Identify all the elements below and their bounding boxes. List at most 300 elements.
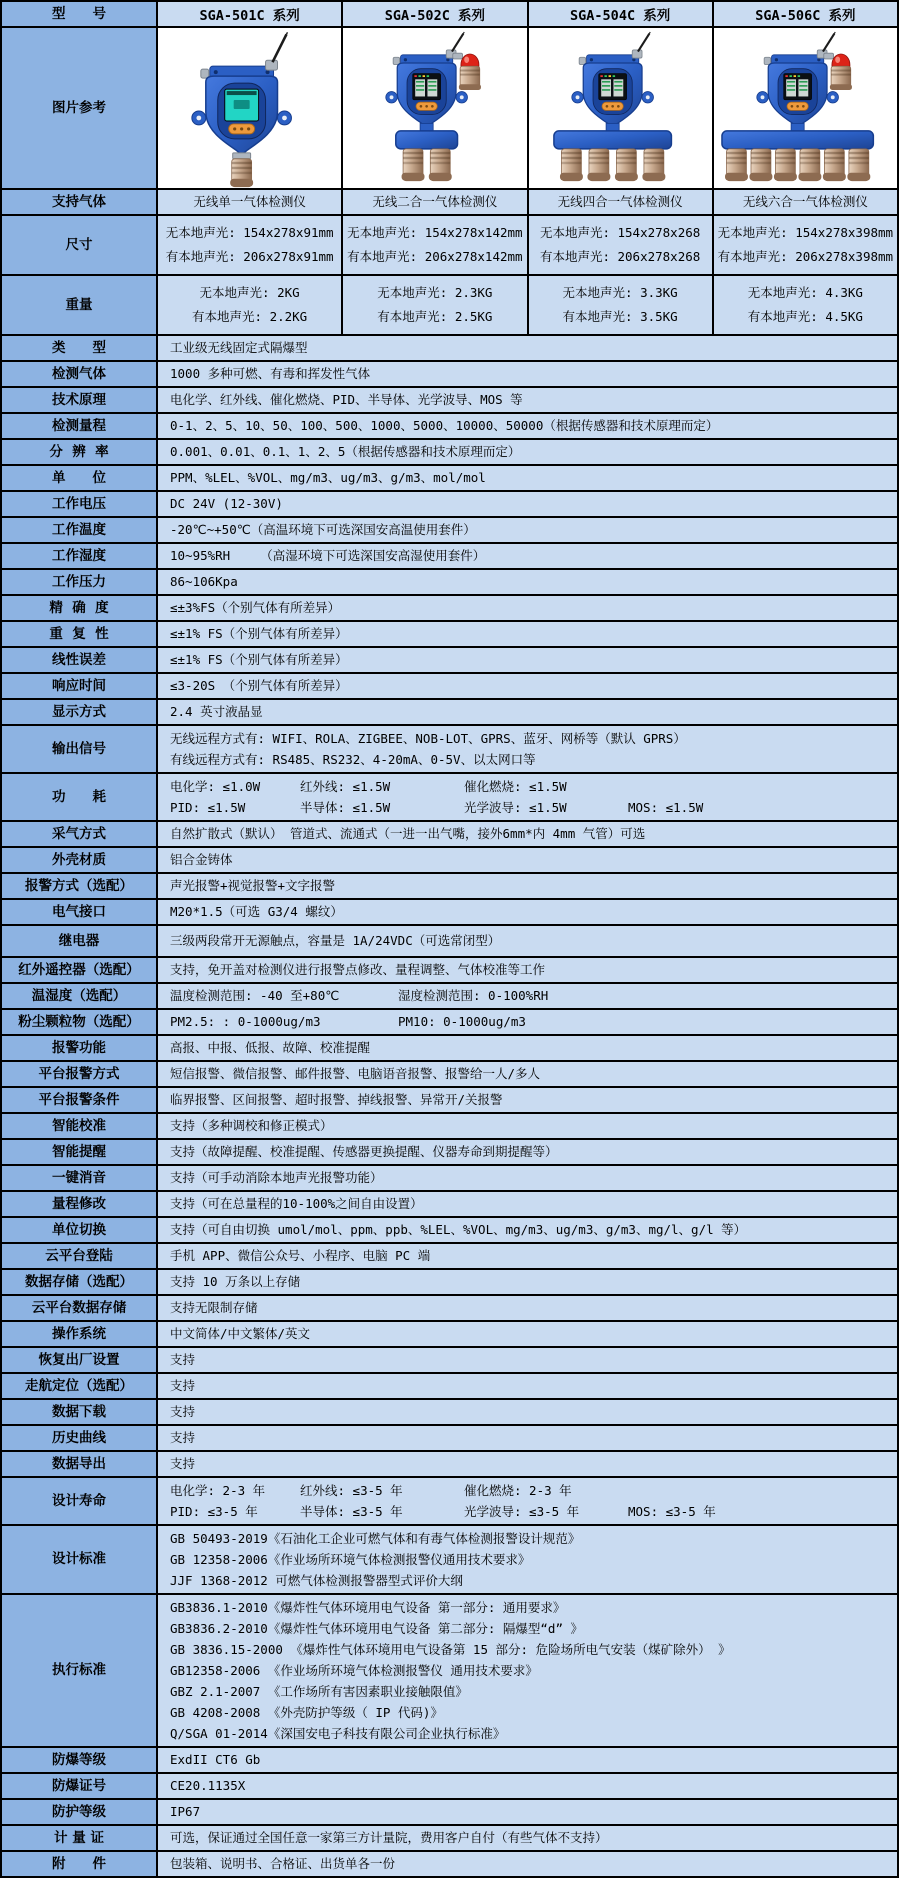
compare-value bbox=[158, 190, 341, 214]
value-seg: 无本地声光: 2.3KG bbox=[377, 284, 493, 300]
value-seg: PM10: 0-1000ug/m3 bbox=[398, 1014, 526, 1029]
row-label: 附 件 bbox=[2, 1852, 156, 1876]
spec-row-42 bbox=[2, 1478, 897, 1524]
value-line bbox=[170, 824, 891, 844]
compare-row-0 bbox=[2, 190, 897, 214]
row-label: 工作温度 bbox=[2, 518, 156, 542]
value-line bbox=[170, 416, 891, 436]
value-line bbox=[170, 494, 891, 514]
row-label: 数据存储（选配） bbox=[2, 1270, 156, 1294]
row-label: 类 型 bbox=[2, 336, 156, 360]
row-value bbox=[158, 1062, 897, 1086]
value-seg: 2.4 英寸液晶显 bbox=[170, 704, 263, 719]
spec-row-44 bbox=[2, 1595, 897, 1746]
spec-row-21 bbox=[2, 926, 897, 956]
value-line bbox=[170, 1194, 891, 1214]
value-seg: GB 50493-2019《石油化工企业可燃气体和有毒气体检测报警设计规范》 bbox=[170, 1531, 581, 1546]
value-seg: 有本地声光: 206x278x398mm bbox=[717, 249, 894, 265]
value-line bbox=[170, 797, 891, 818]
row-label: 平台报警条件 bbox=[2, 1088, 156, 1112]
value-line bbox=[170, 520, 891, 540]
row-label: 数据下载 bbox=[2, 1400, 156, 1424]
value-seg: DC 24V (12-30V) bbox=[170, 496, 283, 511]
value-line bbox=[166, 247, 334, 267]
row-label: 操作系统 bbox=[2, 1322, 156, 1346]
row-label: 历史曲线 bbox=[2, 1426, 156, 1450]
spec-row-32 bbox=[2, 1218, 897, 1242]
row-value bbox=[158, 674, 897, 698]
value-seg: 无本地声光: 154x278x142mm bbox=[347, 224, 523, 240]
value-seg: 电化学: 2-3 年 bbox=[170, 1483, 266, 1498]
value-seg: 工业级无线固定式隔爆型 bbox=[170, 340, 308, 355]
value-seg: 支持，免开盖对检测仪进行报警点修改、量程调整、气体校准等工作 bbox=[170, 962, 546, 977]
row-value bbox=[158, 958, 897, 982]
value-seg: 0.001、0.01、0.1、1、2、5（根据传感器和技术原理而定） bbox=[170, 444, 521, 459]
row-value bbox=[158, 1452, 897, 1476]
value-line bbox=[193, 192, 306, 212]
spec-row-31 bbox=[2, 1192, 897, 1216]
row-value bbox=[158, 1218, 897, 1242]
value-seg: 无线二合一气体检测仪 bbox=[372, 194, 498, 209]
value-line bbox=[558, 192, 683, 212]
spec-row-43 bbox=[2, 1526, 897, 1593]
value-line bbox=[170, 546, 891, 566]
spec-row-36 bbox=[2, 1322, 897, 1346]
value-seg: 支持 bbox=[170, 1404, 196, 1419]
value-seg: 半导体: ≤1.5W bbox=[300, 800, 391, 815]
value-seg: 自然扩散式（默认） 管道式、流通式（一进一出气嘴，接外6mm*内 4mm 气管）可选 bbox=[170, 826, 646, 841]
value-seg: PID: ≤1.5W bbox=[170, 800, 246, 815]
value-line bbox=[540, 247, 700, 267]
compare-value bbox=[714, 276, 897, 334]
spec-row-26 bbox=[2, 1062, 897, 1086]
row-label: 报警方式（选配） bbox=[2, 874, 156, 898]
row-value bbox=[158, 596, 897, 620]
row-label: 设计标准 bbox=[2, 1526, 156, 1593]
row-label: 工作压力 bbox=[2, 570, 156, 594]
spec-row-45 bbox=[2, 1748, 897, 1772]
row-value bbox=[158, 1852, 897, 1876]
row-value bbox=[158, 1595, 897, 1746]
value-line bbox=[170, 364, 891, 384]
value-line bbox=[170, 1597, 891, 1618]
row-label: 工作电压 bbox=[2, 492, 156, 516]
value-line bbox=[170, 1549, 891, 1570]
value-line bbox=[192, 307, 307, 327]
value-seg: 无本地声光: 3.3KG bbox=[562, 284, 678, 300]
row-label: 恢复出厂设置 bbox=[2, 1348, 156, 1372]
spec-row-24 bbox=[2, 1010, 897, 1034]
row-value bbox=[158, 1826, 897, 1850]
value-seg: 0-1、2、5、10、50、100、500、1000、5000、10000、50000（根据传感器和技术原理而定） bbox=[170, 418, 719, 433]
value-line bbox=[748, 307, 863, 327]
row-value bbox=[158, 648, 897, 672]
value-line bbox=[170, 650, 891, 670]
value-seg: GB3836.2-2010《爆炸性气体环境用电气设备 第二部分: 隔爆型“d” 》 bbox=[170, 1621, 584, 1636]
row-value bbox=[158, 984, 897, 1008]
value-line bbox=[563, 283, 678, 303]
value-seg: 可选，保证通过全国任意一家第三方计量院，费用客户自付（有些气体不支持） bbox=[170, 1830, 608, 1845]
image-row bbox=[2, 28, 897, 188]
product-image-sga-506c bbox=[714, 28, 897, 188]
spec-row-49 bbox=[2, 1852, 897, 1876]
row-label: 电气接口 bbox=[2, 900, 156, 924]
row-label: 采气方式 bbox=[2, 822, 156, 846]
compare-value bbox=[529, 190, 712, 214]
value-seg: 温度检测范围: -40 至+80℃ bbox=[170, 988, 340, 1003]
value-seg: 湿度检测范围: 0-100%RH bbox=[398, 988, 549, 1003]
value-line bbox=[170, 749, 891, 770]
row-label: 防护等级 bbox=[2, 1800, 156, 1824]
row-value bbox=[158, 1010, 897, 1034]
value-seg: GB12358-2006 《作业场所环境气体检测报警仪 通用技术要求》 bbox=[170, 1663, 538, 1678]
compare-value bbox=[529, 216, 712, 274]
value-line bbox=[718, 247, 893, 267]
value-line bbox=[170, 1702, 891, 1723]
row-label: 云平台登陆 bbox=[2, 1244, 156, 1268]
compare-value bbox=[158, 216, 341, 274]
value-seg: PID: ≤3-5 年 bbox=[170, 1504, 258, 1519]
value-seg: 无线单一气体检测仪 bbox=[193, 194, 306, 209]
value-seg: ≤±1% FS（个别气体有所差异） bbox=[170, 652, 348, 667]
row-label: 单 位 bbox=[2, 466, 156, 490]
header-model-sga-504c: SGA-504C 系列 bbox=[529, 2, 712, 26]
value-line bbox=[170, 572, 891, 592]
value-seg: GBZ 2.1-2007 《工作场所有害因素职业接触限值》 bbox=[170, 1684, 468, 1699]
row-label: 功 耗 bbox=[2, 774, 156, 820]
row-label: 线性误差 bbox=[2, 648, 156, 672]
value-seg: PM2.5: : 0-1000ug/m3 bbox=[170, 1014, 321, 1029]
value-line bbox=[347, 247, 522, 267]
spec-row-20 bbox=[2, 900, 897, 924]
value-seg: 有本地声光: 3.5KG bbox=[562, 309, 678, 325]
value-line bbox=[170, 1802, 891, 1822]
row-label: 响应时间 bbox=[2, 674, 156, 698]
row-value bbox=[158, 362, 897, 386]
value-line bbox=[347, 223, 522, 243]
spec-row-0 bbox=[2, 336, 897, 360]
value-seg: 无本地声光: 4.3KG bbox=[747, 284, 863, 300]
value-seg: 手机 APP、微信公众号、小程序、电脑 PC 端 bbox=[170, 1248, 431, 1263]
row-value bbox=[158, 1114, 897, 1138]
value-seg: 无本地声光: 2KG bbox=[199, 284, 300, 300]
row-value bbox=[158, 1036, 897, 1060]
value-seg: 有本地声光: 2.2KG bbox=[192, 309, 308, 325]
value-seg: 支持（可自由切换 umol/mol、ppm、ppb、%LEL、%VOL、mg/m3、ug/m3、g/m3、mg/l、g/l 等） bbox=[170, 1222, 747, 1237]
value-seg: 有本地声光: 4.5KG bbox=[747, 309, 863, 325]
spec-row-16 bbox=[2, 774, 897, 820]
value-seg: 86~106Kpa bbox=[170, 574, 238, 589]
value-line bbox=[170, 1298, 891, 1318]
row-label: 重量 bbox=[2, 276, 156, 334]
header-model-label: 型 号 bbox=[2, 2, 156, 26]
compare-value bbox=[714, 216, 897, 274]
row-value bbox=[158, 466, 897, 490]
spec-row-14 bbox=[2, 700, 897, 724]
spec-row-33 bbox=[2, 1244, 897, 1268]
compare-value bbox=[343, 190, 526, 214]
value-seg: GB 3836.15-2000 《爆炸性气体环境用电气设备第 15 部分: 危险场所电气安装（煤矿除外） 》 bbox=[170, 1642, 731, 1657]
compare-value bbox=[529, 276, 712, 334]
value-line bbox=[170, 1064, 891, 1084]
row-label: 检测气体 bbox=[2, 362, 156, 386]
value-line bbox=[718, 223, 893, 243]
value-seg: 支持无限制存储 bbox=[170, 1300, 258, 1315]
row-label: 外壳材质 bbox=[2, 848, 156, 872]
value-seg: 支持（多种调校和修正模式） bbox=[170, 1118, 333, 1133]
row-value bbox=[158, 388, 897, 412]
spec-row-40 bbox=[2, 1426, 897, 1450]
value-line bbox=[170, 1272, 891, 1292]
value-seg: 有本地声光: 2.5KG bbox=[377, 309, 493, 325]
value-line bbox=[377, 307, 492, 327]
value-seg: 声光报警+视觉报警+文字报警 bbox=[170, 878, 336, 893]
spec-row-41 bbox=[2, 1452, 897, 1476]
header-model-sga-502c: SGA-502C 系列 bbox=[343, 2, 526, 26]
value-line bbox=[170, 1116, 891, 1136]
value-line bbox=[170, 728, 891, 749]
spec-row-28 bbox=[2, 1114, 897, 1138]
value-line bbox=[170, 1012, 891, 1032]
value-seg: 支持 bbox=[170, 1352, 196, 1367]
compare-row-2 bbox=[2, 276, 897, 334]
row-value bbox=[158, 1348, 897, 1372]
value-line bbox=[170, 442, 891, 462]
value-line bbox=[170, 390, 891, 410]
spec-row-11 bbox=[2, 622, 897, 646]
value-seg: 无线六合一气体检测仪 bbox=[742, 194, 868, 209]
row-value bbox=[158, 1800, 897, 1824]
row-label: 量程修改 bbox=[2, 1192, 156, 1216]
row-value bbox=[158, 848, 897, 872]
row-label: 防爆等级 bbox=[2, 1748, 156, 1772]
value-line bbox=[170, 960, 891, 980]
row-label: 技术原理 bbox=[2, 388, 156, 412]
row-label: 计 量 证 bbox=[2, 1826, 156, 1850]
value-seg: MOS: ≤3-5 年 bbox=[628, 1504, 716, 1519]
value-line bbox=[170, 1660, 891, 1681]
spec-row-23 bbox=[2, 984, 897, 1008]
value-line bbox=[170, 1639, 891, 1660]
value-line bbox=[170, 876, 891, 896]
value-seg: CE20.1135X bbox=[170, 1778, 246, 1793]
header-model-sga-501c: SGA-501C 系列 bbox=[158, 2, 341, 26]
compare-value bbox=[158, 276, 341, 334]
value-line bbox=[170, 1038, 891, 1058]
row-value bbox=[158, 622, 897, 646]
value-line bbox=[170, 1501, 891, 1522]
spec-row-17 bbox=[2, 822, 897, 846]
row-value bbox=[158, 774, 897, 820]
value-seg: 短信报警、微信报警、邮件报警、电脑语音报警、报警给一人/多人 bbox=[170, 1066, 541, 1081]
spec-row-3 bbox=[2, 414, 897, 438]
row-label: 云平台数据存储 bbox=[2, 1296, 156, 1320]
value-line bbox=[377, 283, 492, 303]
row-value bbox=[158, 1244, 897, 1268]
row-value bbox=[158, 570, 897, 594]
value-seg: 催化燃烧: ≤1.5W bbox=[464, 779, 567, 794]
value-line bbox=[372, 192, 497, 212]
row-value bbox=[158, 1774, 897, 1798]
compare-row-1 bbox=[2, 216, 897, 274]
value-seg: 有本地声光: 206x278x91mm bbox=[165, 249, 334, 265]
value-line bbox=[748, 283, 863, 303]
value-line bbox=[170, 1776, 891, 1796]
row-label: 智能提醒 bbox=[2, 1140, 156, 1164]
spec-row-19 bbox=[2, 874, 897, 898]
value-line bbox=[563, 307, 678, 327]
row-value bbox=[158, 1748, 897, 1772]
value-seg: 无线远程方式有: WIFI、ROLA、ZIGBEE、NOB-LOT、GPRS、蓝牙、网桥等（默认 GPRS） bbox=[170, 731, 686, 746]
row-label: 尺寸 bbox=[2, 216, 156, 274]
value-line bbox=[170, 902, 891, 922]
row-value bbox=[158, 1296, 897, 1320]
row-value bbox=[158, 440, 897, 464]
spec-row-47 bbox=[2, 1800, 897, 1824]
value-seg: 无本地声光: 154x278x91mm bbox=[165, 224, 334, 240]
value-line bbox=[170, 931, 891, 951]
value-line bbox=[170, 1828, 891, 1848]
value-seg: 光学波导: ≤1.5W bbox=[464, 800, 567, 815]
product-image-sga-501c bbox=[158, 28, 341, 188]
spec-row-8 bbox=[2, 544, 897, 568]
image-row-label: 图片参考 bbox=[2, 28, 156, 188]
compare-value bbox=[343, 216, 526, 274]
spec-row-34 bbox=[2, 1270, 897, 1294]
product-image-sga-502c bbox=[343, 28, 526, 188]
value-line bbox=[170, 598, 891, 618]
spec-row-5 bbox=[2, 466, 897, 490]
value-line bbox=[170, 468, 891, 488]
value-seg: 支持（可手动消除本地声光报警功能） bbox=[170, 1170, 383, 1185]
value-line bbox=[170, 624, 891, 644]
value-line bbox=[170, 1618, 891, 1639]
row-label: 输出信号 bbox=[2, 726, 156, 772]
row-label: 粉尘颗粒物（选配） bbox=[2, 1010, 156, 1034]
spec-row-10 bbox=[2, 596, 897, 620]
row-label: 红外遥控器（选配） bbox=[2, 958, 156, 982]
value-line bbox=[170, 986, 891, 1006]
value-line bbox=[170, 1220, 891, 1240]
value-seg: 有本地声光: 206x278x268 bbox=[539, 249, 701, 265]
row-value bbox=[158, 1400, 897, 1424]
spec-row-13 bbox=[2, 674, 897, 698]
row-label: 温湿度（选配） bbox=[2, 984, 156, 1008]
value-line bbox=[170, 776, 891, 797]
spec-row-35 bbox=[2, 1296, 897, 1320]
row-label: 分 辨 率 bbox=[2, 440, 156, 464]
row-value bbox=[158, 492, 897, 516]
spec-row-6 bbox=[2, 492, 897, 516]
value-line bbox=[170, 1723, 891, 1744]
row-label: 执行标准 bbox=[2, 1595, 156, 1746]
row-value bbox=[158, 1426, 897, 1450]
value-line bbox=[170, 1350, 891, 1370]
value-line bbox=[170, 1681, 891, 1702]
row-value bbox=[158, 336, 897, 360]
spec-row-39 bbox=[2, 1400, 897, 1424]
value-seg: 10~95%RH （高湿环境下可选深国安高湿使用套件） bbox=[170, 548, 486, 563]
spec-row-9 bbox=[2, 570, 897, 594]
value-seg: GB 4208-2008 《外壳防护等级（ IP 代码)》 bbox=[170, 1705, 443, 1720]
spec-row-18 bbox=[2, 848, 897, 872]
row-label: 数据导出 bbox=[2, 1452, 156, 1476]
spec-row-4 bbox=[2, 440, 897, 464]
row-value bbox=[158, 1526, 897, 1593]
row-label: 智能校准 bbox=[2, 1114, 156, 1138]
row-label: 重 复 性 bbox=[2, 622, 156, 646]
value-line bbox=[743, 192, 868, 212]
value-line bbox=[170, 1168, 891, 1188]
value-seg: ≤±1% FS（个别气体有所差异） bbox=[170, 626, 348, 641]
spec-row-15 bbox=[2, 726, 897, 772]
value-seg: 高报、中报、低报、故障、校准提醒 bbox=[170, 1040, 371, 1055]
value-seg: 半导体: ≤3-5 年 bbox=[300, 1504, 403, 1519]
value-line bbox=[200, 283, 300, 303]
spec-row-22 bbox=[2, 958, 897, 982]
spec-row-25 bbox=[2, 1036, 897, 1060]
value-seg: GB3836.1-2010《爆炸性气体环境用电气设备 第一部分: 通用要求》 bbox=[170, 1600, 566, 1615]
value-seg: 支持 bbox=[170, 1430, 196, 1445]
value-seg: 红外线: ≤3-5 年 bbox=[300, 1483, 403, 1498]
value-seg: MOS: ≤1.5W bbox=[628, 800, 704, 815]
value-line bbox=[170, 1376, 891, 1396]
row-label: 平台报警方式 bbox=[2, 1062, 156, 1086]
value-line bbox=[170, 1480, 891, 1501]
row-value bbox=[158, 1140, 897, 1164]
value-line bbox=[166, 223, 334, 243]
row-label: 检测量程 bbox=[2, 414, 156, 438]
value-seg: 光学波导: ≤3-5 年 bbox=[464, 1504, 580, 1519]
value-line bbox=[170, 676, 891, 696]
spec-row-27 bbox=[2, 1088, 897, 1112]
row-label: 显示方式 bbox=[2, 700, 156, 724]
value-seg: 支持 bbox=[170, 1378, 196, 1393]
row-label: 工作湿度 bbox=[2, 544, 156, 568]
value-line bbox=[170, 1854, 891, 1874]
value-line bbox=[170, 1402, 891, 1422]
value-seg: 支持（故障提醒、校准提醒、传感器更换提醒、仪器寿命到期提醒等） bbox=[170, 1144, 558, 1159]
value-seg: ≤±3%FS（个别气体有所差异） bbox=[170, 600, 341, 615]
row-value bbox=[158, 1270, 897, 1294]
value-seg: -20℃~+50℃（高温环境下可选深国安高温使用套件） bbox=[170, 522, 476, 537]
value-seg: 电化学: ≤1.0W bbox=[170, 779, 261, 794]
value-seg: 三级两段常开无源触点，容量是 1A/24VDC（可选常闭型） bbox=[170, 933, 501, 948]
value-line bbox=[170, 1142, 891, 1162]
row-value bbox=[158, 1374, 897, 1398]
row-value bbox=[158, 926, 897, 956]
row-label: 精 确 度 bbox=[2, 596, 156, 620]
value-line bbox=[170, 1454, 891, 1474]
row-value bbox=[158, 1088, 897, 1112]
row-value bbox=[158, 700, 897, 724]
value-seg: 支持 10 万条以上存储 bbox=[170, 1274, 301, 1289]
row-label: 单位切换 bbox=[2, 1218, 156, 1242]
value-line bbox=[170, 1750, 891, 1770]
row-value bbox=[158, 726, 897, 772]
value-line bbox=[170, 338, 891, 358]
spec-row-38 bbox=[2, 1374, 897, 1398]
value-seg: PPM、%LEL、%VOL、mg/m3、ug/m3、g/m3、mol/mol bbox=[170, 470, 486, 485]
row-value bbox=[158, 518, 897, 542]
value-seg: 1000 多种可燃、有毒和挥发性气体 bbox=[170, 366, 371, 381]
spec-row-1 bbox=[2, 362, 897, 386]
value-seg: ExdII CT6 Gb bbox=[170, 1752, 261, 1767]
row-label: 继电器 bbox=[2, 926, 156, 956]
value-line bbox=[170, 850, 891, 870]
value-seg: JJF 1368-2012 可燃气体检测报警器型式评价大纲 bbox=[170, 1573, 463, 1588]
value-line bbox=[170, 1246, 891, 1266]
